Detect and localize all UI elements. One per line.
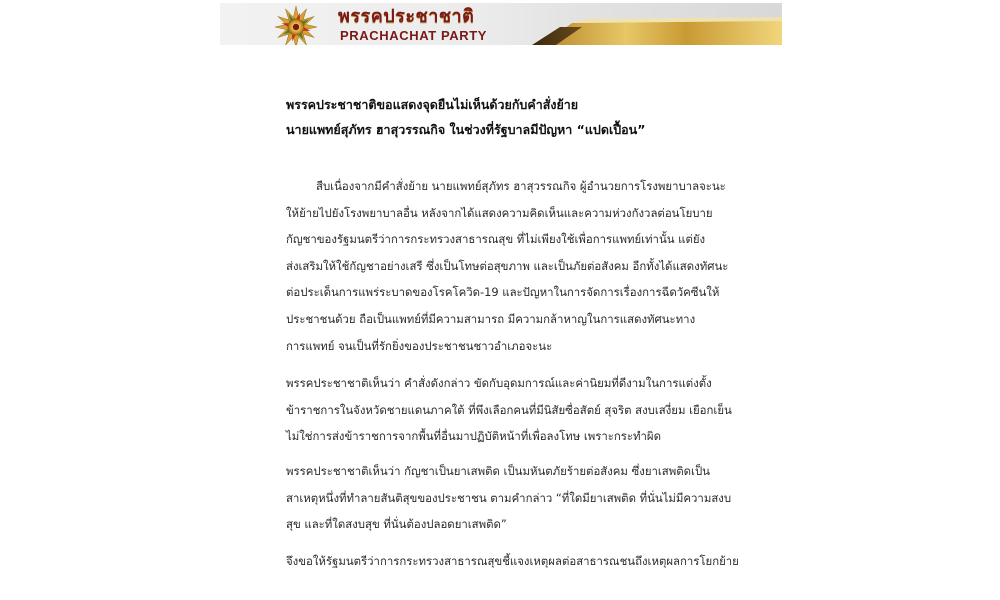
paragraph-line: ส่งเสริมให้ใช้กัญชาอย่างเสรี ซึ่งเป็นโทษต่อสุขภาพ และเป็นภัยต่อสังคม อีกทั้งได้แสดงทัศนะ [286,258,729,273]
body-paragraph [286,173,756,359]
paragraph-line: สุข และที่ใดสงบสุข ที่นั่นต้องปลอดยาเสพติด” [286,517,507,532]
party-name-english: PRACHACHAT PARTY [340,28,488,43]
party-banner [220,3,782,45]
body-paragraph [286,458,756,538]
starburst-emblem-icon [273,4,319,45]
party-name-thai: พรรคประชาชาติ [338,6,475,27]
paragraph-line: สืบเนื่องจากมีคำสั่งย้าย นายแพทย์สุภัทร ฮาสุวรรณกิจ ผู้อำนวยการโรงพยาบาลจะนะ [316,179,726,193]
paragraph-line: กัญชาของรัฐมนตรีว่าการกระทรวงสาธารณสุข ที่ไม่เพียงใช้เพื่อการแพทย์เท่านั้น แต่ยัง [286,232,706,247]
paragraph-line: ไม่ใช่การส่งข้าราชการจากพื้นที่อื่นมาปฏิบัติหน้าที่เพื่อลงโทษ เพราะกระทำผิด [286,429,661,444]
paragraph-line: การแพทย์ จนเป็นที่รักยิ่งของประชาชนชาวอำเภอจะนะ [286,338,553,353]
paragraph-line: ให้ย้ายไปยังโรงพยาบาลอื่น หลังจากได้แสดงความคิดเห็นและความห่วงกังวลต่อนโยบาย [286,205,713,220]
headline-line: พรรคประชาชาติขอแสดงจุดยืนไม่เห็นด้วยกับคำสั่งย้าย [286,97,579,112]
body-paragraph [286,548,756,575]
paragraph-line: สาเหตุหนึ่งที่ทำลายสันติสุขของประชาชน ตามคำกล่าว “ที่ใดมียาเสพติด ที่นั่นไม่มีความสงบ [286,490,732,505]
paragraph-line: พรรคประชาชาติเห็นว่า กัญชาเป็นยาเสพติด เป็นมหันตภัยร้ายต่อสังคม ซึ่งยาเสพติดเป็น [286,464,710,478]
paragraph-line: ข้าราชการในจังหวัดชายแดนภาคใต้ ที่พึงเลือกคนที่มีนิสัยซื่อสัตย์ สุจริต สงบเสงี่ยม เยือกเย็น [286,402,732,417]
banner-gold-sweep [512,3,782,45]
headline-line: นายแพทย์สุภัทร ฮาสุวรรณกิจ ในช่วงที่รัฐบาลมีปัญหา “แปดเปื้อน” [286,122,646,137]
statement-headline [286,92,766,142]
paragraph-line: ประชาชนด้วย ถือเป็นแพทย์ที่มีความสามารถ มีความกล้าหาญในการแสดงทัศนะทาง [286,311,696,326]
document-page [220,0,782,600]
paragraph-line: ต่อประเด็นการแพร่ระบาดของโรคโควิด-19 และปัญหาในการจัดการเรื่องการฉีดวัคซีนให้ [286,285,720,300]
paragraph-line: จึงขอให้รัฐมนตรีว่าการกระทรวงสาธารณสุขชี้แจงเหตุผลต่อสาธารณชนถึงเหตุผลการโยกย้าย [286,554,739,568]
paragraph-line: พรรคประชาชาติเห็นว่า คำสั่งดังกล่าว ขัดกับอุดมการณ์และค่านิยมที่ดีงามในการแต่งตั้ง [286,376,712,390]
body-paragraph [286,370,756,450]
